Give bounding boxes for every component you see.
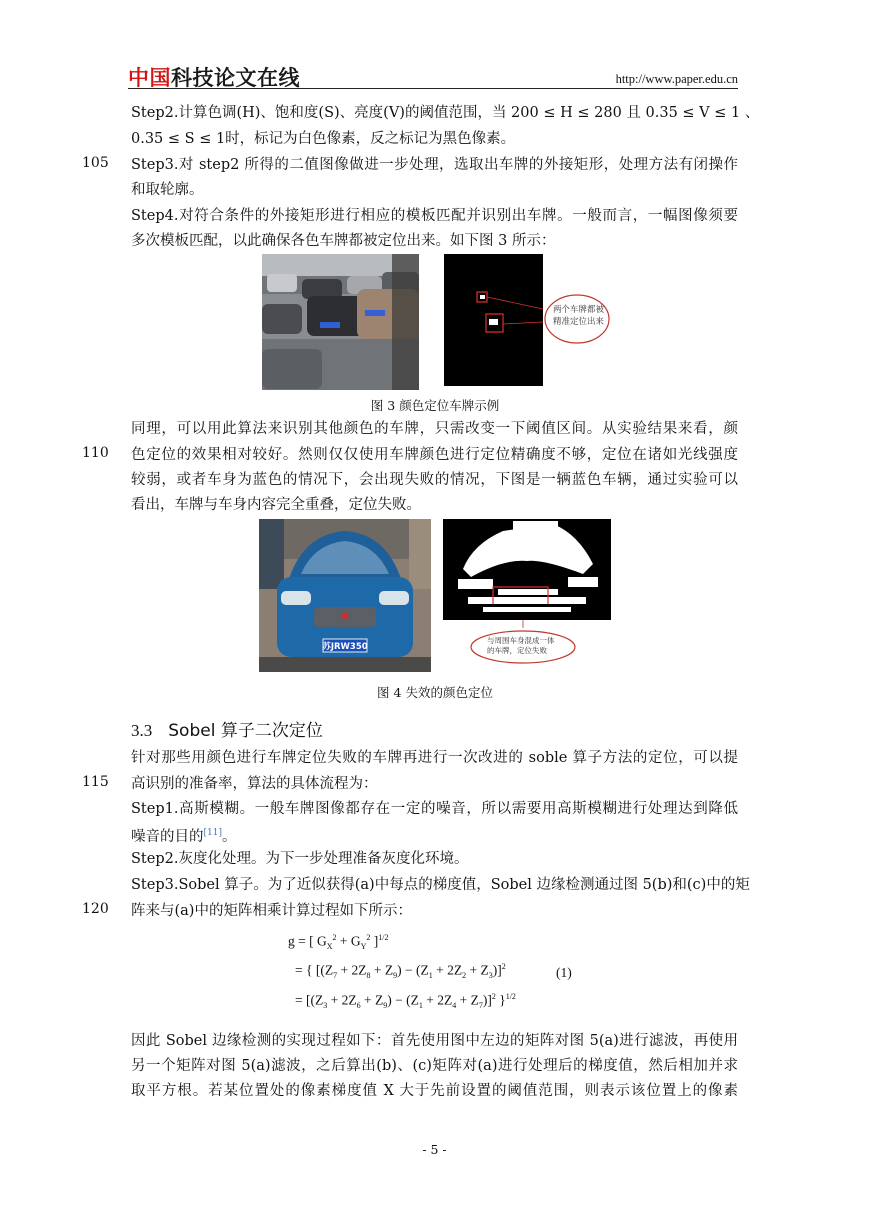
text-line: 因此 Sobel 边缘检测的实现过程如下：首先使用图中左边的矩阵对图 5(a)进行滤波，再使用	[131, 1033, 738, 1049]
line-number: 105	[82, 155, 109, 171]
license-plate-text: 苏JRW350	[322, 642, 368, 652]
text-line: 较弱，或者车身为蓝色的情况下，会出现失败的情况，下图是一辆蓝色车辆，通过实验可以	[131, 472, 738, 488]
equation-line-2: = { $[(Z_7 + 2Z_8 + Z_9) - (Z_1 + 2Z_2 + Z_3)]^2$	[295, 962, 506, 981]
section-heading	[131, 716, 323, 741]
line-number: 120	[82, 901, 109, 917]
text-line: Step3.Sobel 算子。为了近似获得(a)中每点的梯度值，Sobel 边缘检测通过图 5(b)和(c)中的矩	[131, 877, 750, 893]
text-line: Step2.灰度化处理。为下一步处理准备灰度化环境。	[131, 851, 469, 867]
header-rule	[128, 88, 738, 89]
figure4-callout-line: 的车牌，定位失败	[487, 646, 547, 655]
text-line: Step1.高斯模糊。一般车牌图像都存在一定的噪音，所以需要用高斯模糊进行处理达到降低	[131, 801, 738, 817]
figure3-callout-line: 两个车牌都被	[553, 305, 605, 315]
text-line: 0.35 ≤ S ≤ 1时，标记为白色像素，反之标记为黑色像素。	[131, 131, 516, 147]
equation-line-1: g = [ $G_X^2 + G_Y^2$ ]$^{1/2}$	[288, 933, 389, 952]
figure4-caption: 图 4 失效的颜色定位	[377, 685, 493, 700]
figure4-blue-car-photo	[259, 519, 431, 672]
page-number: - 5 -	[422, 1142, 447, 1157]
figure4-callout	[443, 620, 611, 665]
text-line: 取平方根。若某位置处的像素梯度值 X 大于先前设置的阈值范围，则表示该位置上的像素	[131, 1083, 738, 1099]
text-line: 同理，可以用此算法来识别其他颜色的车牌，只需改变一下阈值区间。从实验结果来看，颜	[131, 421, 738, 437]
text-line: Step3.对 step2 所得的二值图像做进一步处理，选取出车牌的外接矩形，处理方法有闭操作	[131, 157, 738, 173]
section-title: Sobel 算子二次定位	[168, 721, 323, 741]
section-number: 3.3	[131, 721, 153, 740]
text-line: 多次模板匹配，以此确保各色车牌都被定位出来。如下图 3 所示：	[131, 233, 556, 249]
line-number: 115	[82, 774, 109, 790]
citation-link[interactable]: [11]	[203, 828, 222, 838]
text-line: 和取轮廓。	[131, 182, 204, 198]
equation-label: (1)	[556, 965, 572, 980]
text-line: 针对那些用颜色进行车牌定位失败的车牌再进行一次改进的 soble 算子方法的定位，可以提	[131, 750, 738, 766]
figure3-binary-image	[444, 254, 543, 386]
text-line: 高识别的准备率，算法的具体流程为：	[131, 776, 378, 792]
text-line: 色定位的效果相对较好。然则仅仅使用车牌颜色进行定位精确度不够，定位在诸如光线强度	[131, 447, 738, 463]
journal-logo: 中国科技论文在线	[128, 66, 300, 90]
line-number: 110	[82, 445, 109, 461]
figure3-callout	[543, 292, 611, 346]
text-line: 看出，车牌与车身内容完全重叠，定位失败。	[131, 497, 421, 513]
text-line: 噪音的目的[11]。	[131, 828, 237, 845]
text-line: 另一个矩阵对图 5(a)滤波，之后算出(b)、(c)矩阵对(a)进行处理后的梯度值，然后相加并求	[131, 1058, 738, 1074]
text-line: Step2.计算色调(H)、饱和度(S)、亮度(V)的阈值范围，当 200 ≤ H ≤ 280 且 0.35 ≤ V ≤ 1 、	[131, 105, 760, 121]
header-url[interactable]: http://www.paper.edu.cn	[615, 72, 738, 86]
text-line: 阵来与(a)中的矩阵相乘计算过程如下所示：	[131, 903, 412, 919]
figure4-binary-image	[443, 519, 611, 620]
figure4-callout-line: 与周围车身混成一体	[487, 636, 555, 645]
figure3-car-photo	[262, 254, 419, 390]
figure3-callout-line: 精准定位出来	[553, 317, 605, 327]
equation-line-3: = $[(Z_3 + 2Z_6 + Z_9) - (Z_1 + 2Z_4 + Z_7)]^2$ }$^{1/2}$	[295, 992, 516, 1011]
text-line: Step4.对符合条件的外接矩形进行相应的模板匹配并识别出车牌。一般而言，一幅图像须要	[131, 208, 738, 224]
figure3-caption: 图 3 颜色定位车牌示例	[370, 398, 500, 413]
